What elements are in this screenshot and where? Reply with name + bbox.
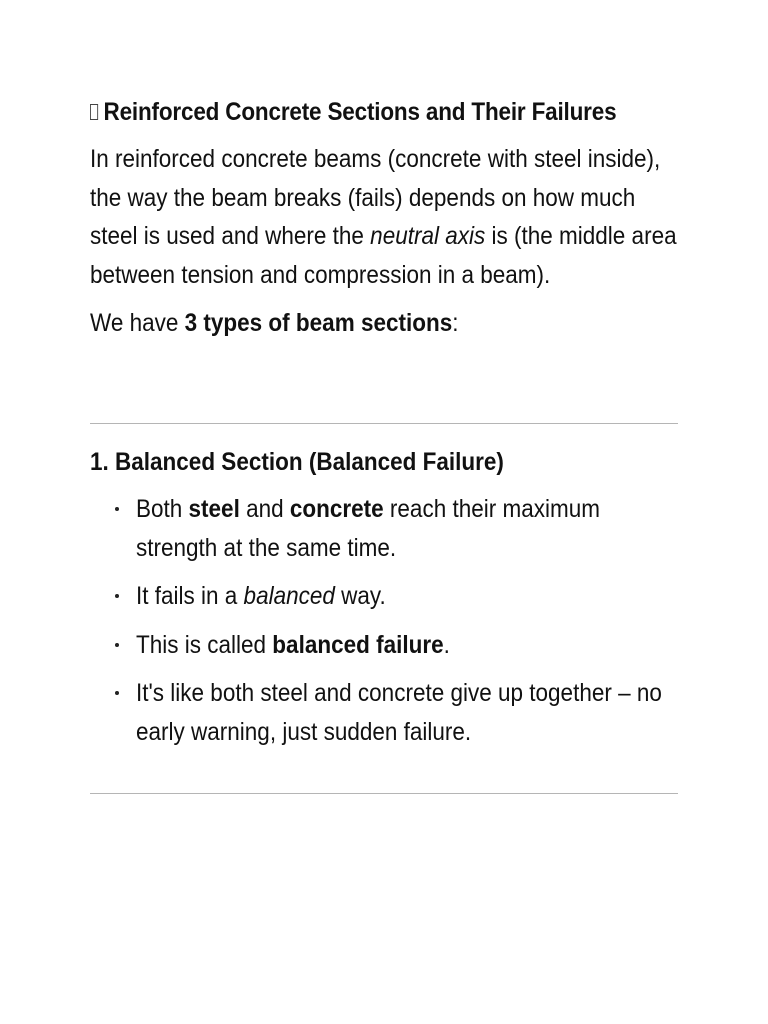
document-page	[90, 92, 680, 746]
section-heading-balanced: 1. Balanced Section (Balanced Failure)	[90, 448, 504, 476]
balanced-section-list	[90, 490, 746, 761]
intro-emphasis-neutral-axis: neutral axis	[370, 222, 486, 250]
list-item	[90, 674, 746, 751]
text-run: This is called	[136, 630, 273, 659]
types-paragraph	[90, 304, 680, 343]
types-prefix: We have	[90, 309, 185, 337]
list-item	[90, 577, 746, 616]
list-item	[90, 626, 746, 665]
text-run: and	[239, 495, 290, 523]
bold-balanced-failure: balanced failure	[272, 630, 444, 659]
list-item	[90, 490, 746, 567]
intro-text-part1: In reinforced concrete beams (concrete with steel inside), the way the beam breaks (fails) depends on how much steel is used and where the	[90, 145, 661, 250]
document-title-text: Reinforced Concrete Sections and Their Failures	[103, 98, 617, 126]
list-item-text	[136, 490, 676, 567]
types-suffix: :	[452, 309, 459, 337]
bullet-icon	[115, 507, 119, 511]
divider-top	[90, 423, 678, 424]
list-item-text: It's like both steel and concrete give up together – no early warning, just sudden failure.	[136, 679, 662, 746]
missing-glyph-icon	[90, 104, 98, 120]
text-run: Both	[136, 495, 189, 523]
text-run: way.	[334, 582, 386, 610]
text-run: reach their maximum strength at the same time.	[136, 495, 600, 562]
document-title	[90, 92, 684, 132]
bullet-icon	[115, 691, 119, 695]
bold-steel: steel	[188, 495, 240, 523]
list-item-text	[136, 577, 676, 616]
text-run: .	[443, 630, 450, 659]
bold-concrete: concrete	[289, 495, 384, 523]
italic-balanced: balanced	[243, 582, 335, 610]
intro-text-part2: is (the middle area between tension and compression in a beam).	[90, 222, 677, 289]
list-item-text	[136, 626, 676, 665]
bullet-icon	[115, 594, 119, 598]
divider-bottom	[90, 793, 678, 794]
intro-paragraph	[90, 140, 680, 294]
types-bold: 3 types of beam sections	[184, 309, 453, 337]
text-run: It fails in a	[136, 582, 244, 610]
bullet-icon	[115, 643, 119, 647]
